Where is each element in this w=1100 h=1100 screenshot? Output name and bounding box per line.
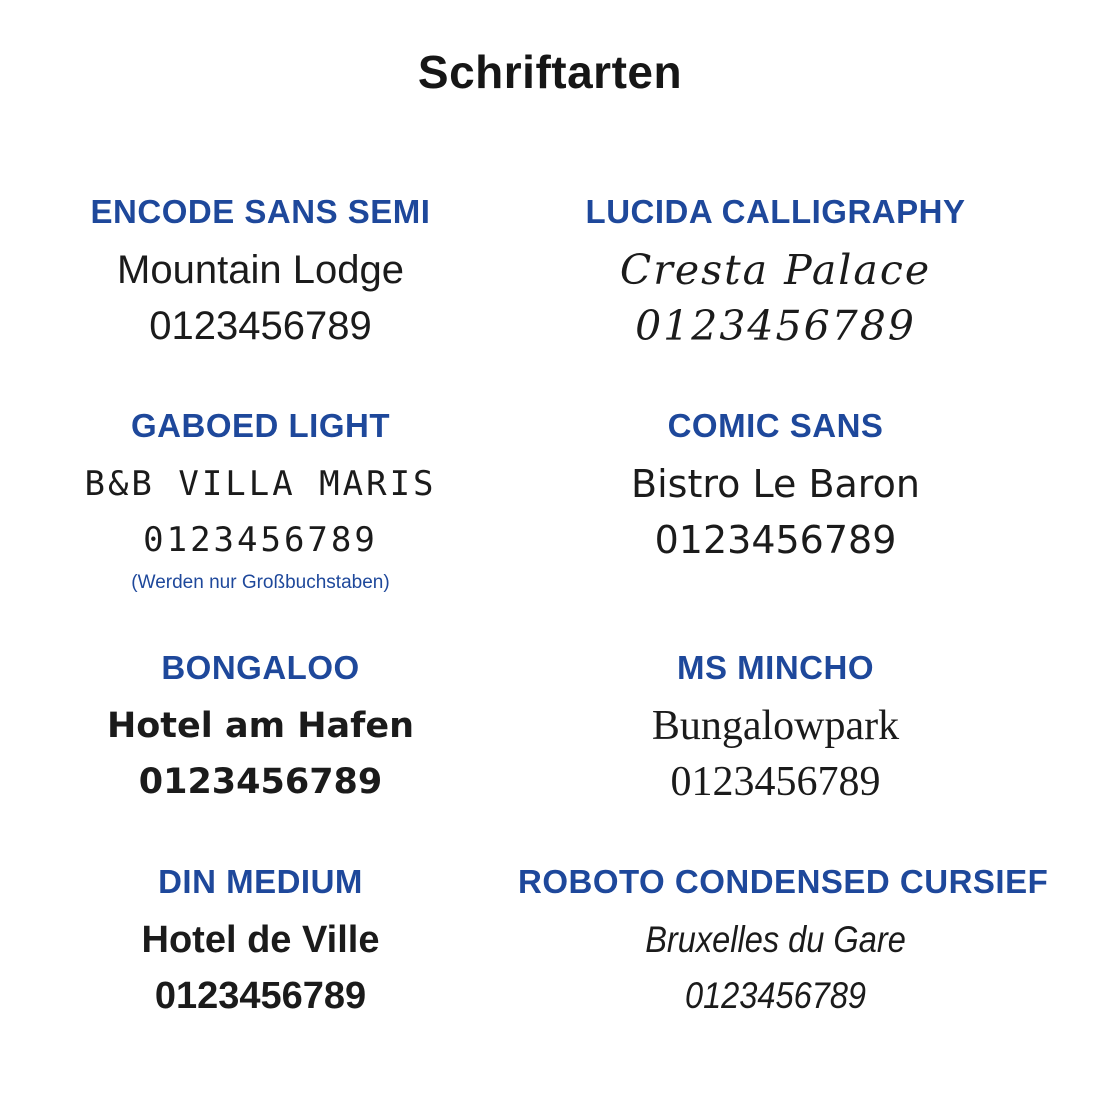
- font-sample-digits: 0123456789: [149, 304, 372, 348]
- font-sample-digits: 0123456789: [684, 975, 867, 1016]
- font-sample-digits: 0123456789: [670, 759, 881, 805]
- font-grid: [3, 190, 1100, 1024]
- font-card-gaboed-light: [3, 404, 518, 596]
- font-sample-text: Bistro Le Baron: [631, 462, 920, 506]
- font-name: COMIC SANS: [667, 407, 884, 444]
- font-card-encode-sans-semi: [3, 190, 518, 354]
- font-sample-text: Hotel am Hafen: [106, 706, 415, 746]
- font-sample-text: Mountain Lodge: [117, 248, 404, 292]
- font-name: GABOED LIGHT: [131, 407, 390, 444]
- font-sample-text: Bungalowpark: [651, 703, 900, 749]
- font-sample-digits: 0123456789: [654, 518, 897, 562]
- font-sample-text: Bruxelles du Gare: [645, 919, 906, 960]
- font-sample-text: Cresta Palace: [619, 246, 932, 294]
- font-name: ROBOTO CONDENSED CURSIEF: [518, 863, 1049, 900]
- page-title: Schriftarten: [417, 46, 683, 98]
- font-card-din-medium: [3, 860, 518, 1024]
- font-card-comic-sans: [518, 404, 1033, 596]
- font-name: BONGALOO: [161, 649, 360, 686]
- font-name: DIN MEDIUM: [158, 863, 363, 900]
- font-card-bongaloo: [3, 646, 518, 810]
- font-sample-text: B&B VILLA MARIS: [84, 464, 437, 504]
- font-sample-digits: 0123456789: [635, 302, 916, 350]
- font-sample-text: Hotel de Ville: [141, 919, 380, 961]
- font-sample-digits: 0123456789: [143, 520, 378, 560]
- font-card-lucida-calligraphy: [518, 190, 1033, 354]
- font-name: LUCIDA CALLIGRAPHY: [585, 193, 966, 230]
- font-sample-digits: 0123456789: [154, 975, 367, 1017]
- font-name: MS MINCHO: [677, 649, 874, 686]
- font-card-roboto-condensed-cursief: [518, 860, 1049, 1024]
- font-name: ENCODE SANS SEMI: [90, 193, 431, 230]
- font-uppercase-note: (Werden nur Großbuchstaben): [131, 572, 390, 593]
- font-card-ms-mincho: [518, 646, 1033, 810]
- font-sample-digits: 0123456789: [138, 762, 383, 802]
